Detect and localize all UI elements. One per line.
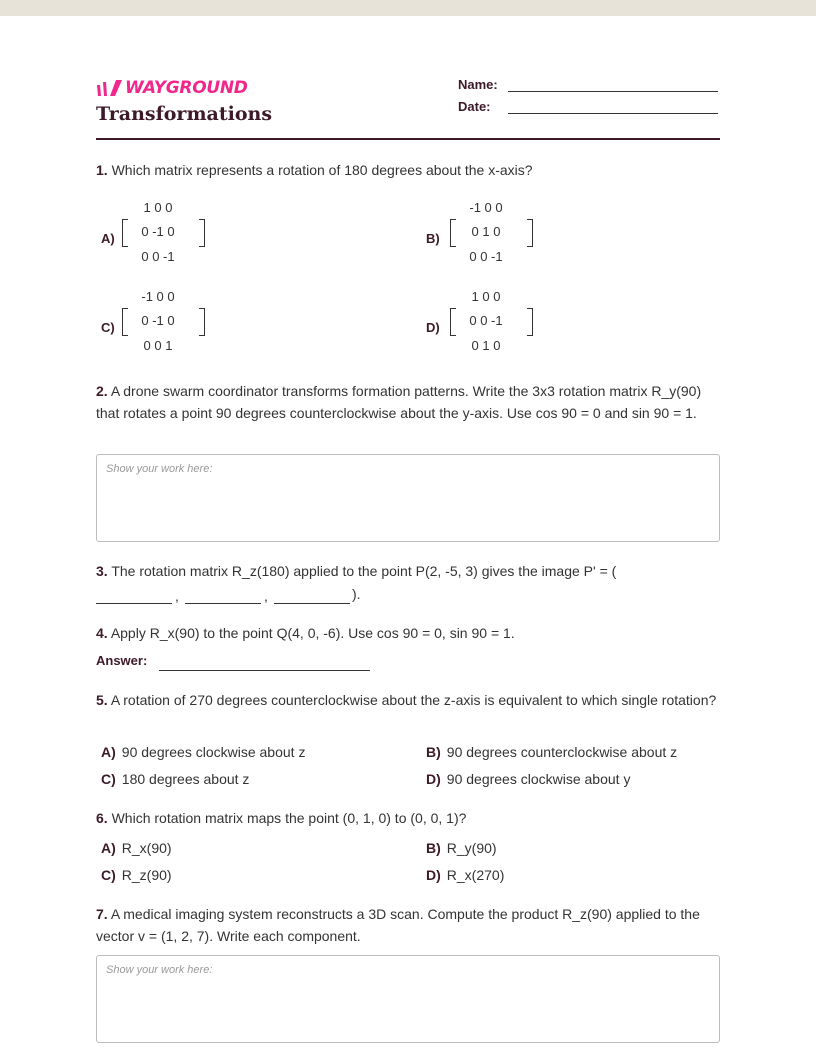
answer-blank-x[interactable] (96, 589, 172, 604)
matrix-row: 0 1 0 (471, 338, 501, 353)
question-text: A medical imaging system reconstructs a 3D scan. Compute the product R_z(90) applied to the vector v = (1, 2, 7). Write each component. (96, 906, 700, 944)
right-bracket (199, 308, 205, 336)
page-title: Transformations (96, 103, 273, 125)
matrix-row: 0 -1 0 (141, 224, 175, 239)
question-number: 5. (96, 692, 108, 708)
matrix-row: 0 0 1 (143, 338, 173, 353)
choice-text: 90 degrees counterclockwise about z (446, 744, 678, 760)
choice-a[interactable] (101, 744, 305, 760)
answer-field[interactable] (159, 656, 370, 671)
choice-text: 180 degrees about z (121, 771, 250, 787)
brand-name: WAYGROUND (125, 78, 248, 98)
brand-logo (96, 78, 248, 98)
question-text: Which matrix represents a rotation of 180 degrees about the x-axis? (111, 162, 533, 178)
choice-b[interactable] (426, 744, 677, 760)
question-1 (96, 159, 720, 181)
date-label: Date: (458, 99, 491, 114)
question-text: The rotation matrix R_z(180) applied to the point P(2, -5, 3) gives the image P' = ( (111, 563, 617, 579)
option-c-letter[interactable]: C) (101, 320, 115, 335)
question-5 (96, 689, 720, 711)
choice-letter: A) (101, 840, 116, 856)
choice-c[interactable] (101, 771, 249, 787)
choice-text: R_x(90) (121, 840, 172, 856)
work-area[interactable] (96, 454, 720, 542)
matrix-row: 0 1 0 (471, 224, 501, 239)
choice-a[interactable] (101, 840, 172, 856)
option-a-matrix[interactable] (122, 198, 212, 268)
right-bracket (199, 219, 205, 247)
choice-letter: C) (101, 771, 116, 787)
option-a-letter[interactable]: A) (101, 231, 115, 246)
choice-text: R_x(270) (446, 867, 505, 883)
choice-text: 90 degrees clockwise about z (121, 744, 306, 760)
date-row (458, 99, 718, 114)
matrix-row: 0 -1 0 (141, 313, 175, 328)
question-number: 4. (96, 625, 108, 641)
choice-text: R_y(90) (446, 840, 497, 856)
matrix-row: 1 0 0 (143, 200, 173, 215)
option-c-matrix[interactable] (122, 287, 212, 357)
question-number: 7. (96, 906, 108, 922)
choice-letter: D) (426, 771, 441, 787)
question-6 (96, 807, 720, 829)
top-bar (0, 0, 816, 16)
matrix-row: 1 0 0 (471, 289, 501, 304)
choice-d[interactable] (426, 867, 504, 883)
wayground-logo-icon (96, 79, 122, 97)
choice-letter: A) (101, 744, 116, 760)
name-label: Name: (458, 77, 498, 92)
question-3 (96, 560, 720, 582)
work-area[interactable] (96, 955, 720, 1043)
comma: , (175, 588, 179, 604)
matrix-row: 0 0 -1 (141, 249, 175, 264)
question-number: 1. (96, 162, 108, 178)
option-b-letter[interactable]: B) (426, 231, 440, 246)
choice-letter: D) (426, 867, 441, 883)
question-number: 3. (96, 563, 108, 579)
question-text: Apply R_x(90) to the point Q(4, 0, -6). Use cos 90 = 0, sin 90 = 1. (110, 625, 515, 641)
name-field[interactable] (508, 77, 718, 92)
comma: , (264, 588, 268, 604)
option-b-matrix[interactable] (450, 198, 540, 268)
name-row (458, 77, 718, 92)
right-bracket (527, 219, 533, 247)
choice-c[interactable] (101, 867, 172, 883)
work-area-placeholder: Show your work here: (106, 964, 213, 976)
choice-b[interactable] (426, 840, 497, 856)
date-field[interactable] (508, 99, 718, 114)
choice-letter: B) (426, 744, 441, 760)
matrix-row: -1 0 0 (469, 200, 503, 215)
choice-text: 90 degrees clockwise about y (446, 771, 631, 787)
option-d-letter[interactable]: D) (426, 320, 440, 335)
question-text: Which rotation matrix maps the point (0, 1, 0) to (0, 0, 1)? (111, 810, 467, 826)
matrix-row: 0 0 -1 (469, 249, 503, 264)
question-4 (96, 622, 720, 644)
answer-blank-z[interactable] (274, 589, 350, 604)
question-number: 2. (96, 383, 108, 399)
close-paren: ). (352, 586, 361, 602)
question-text: A rotation of 270 degrees counterclockwise about the z-axis is equivalent to which single rotation? (110, 692, 717, 708)
matrix-row: -1 0 0 (141, 289, 175, 304)
choice-letter: C) (101, 867, 116, 883)
question-text: A drone swarm coordinator transforms formation patterns. Write the 3x3 rotation matrix R_y(90) that rotates a point 90 degrees counterclockwise about the y-axis. Use cos 90 = 0 and sin 90 = 1. (96, 383, 702, 421)
question-number: 6. (96, 810, 108, 826)
work-area-placeholder: Show your work here: (106, 463, 213, 475)
question-2 (96, 380, 720, 424)
choice-letter: B) (426, 840, 441, 856)
header-divider (96, 138, 720, 140)
question-7 (96, 903, 720, 947)
choice-d[interactable] (426, 771, 630, 787)
choice-text: R_z(90) (121, 867, 172, 883)
option-d-matrix[interactable] (450, 287, 540, 357)
matrix-row: 0 0 -1 (469, 313, 503, 328)
right-bracket (527, 308, 533, 336)
answer-blank-y[interactable] (185, 589, 261, 604)
answer-label: Answer: (96, 653, 148, 668)
